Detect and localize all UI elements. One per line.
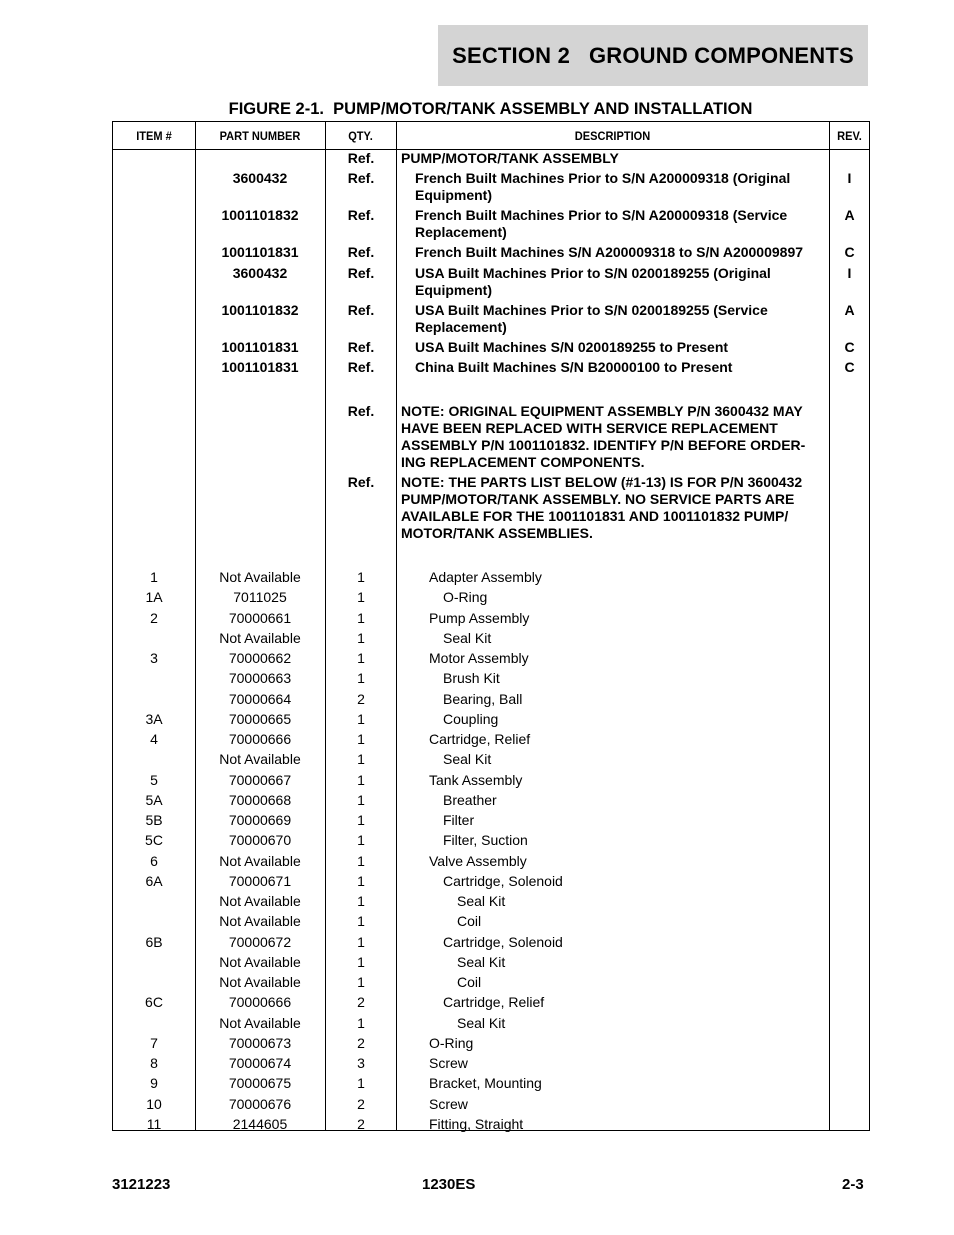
item-number: 3 bbox=[150, 650, 158, 666]
table-row bbox=[113, 650, 869, 670]
item-number: 5B bbox=[145, 812, 163, 828]
footer-model: 1230ES bbox=[422, 1176, 476, 1193]
item-number: 5A bbox=[145, 791, 163, 808]
table-row bbox=[113, 474, 869, 545]
quantity: 1 bbox=[357, 710, 365, 727]
table-row bbox=[113, 589, 869, 609]
item-number: 6C bbox=[145, 994, 163, 1011]
part-number: Not Available bbox=[219, 893, 301, 909]
description: Adapter Assembly bbox=[429, 569, 542, 585]
description: USA Built Machines Prior to S/N 0200189255 (Original Equipment) bbox=[415, 264, 771, 298]
item-number: 1 bbox=[150, 569, 158, 585]
table-row bbox=[113, 339, 869, 359]
part-number: 70000662 bbox=[228, 650, 292, 666]
description: Cartridge, Relief bbox=[429, 731, 531, 747]
quantity: 1 bbox=[357, 832, 365, 849]
part-number: 70000665 bbox=[228, 710, 292, 727]
quantity: 2 bbox=[357, 1115, 365, 1132]
description: Valve Assembly bbox=[429, 852, 527, 869]
quantity: 1 bbox=[357, 852, 365, 869]
table-row bbox=[113, 934, 869, 954]
description: Brush Kit bbox=[443, 670, 500, 687]
table-row bbox=[113, 1055, 869, 1075]
description: Coil bbox=[457, 913, 482, 930]
part-number: 1001101831 bbox=[221, 338, 299, 355]
quantity: 1 bbox=[357, 1014, 365, 1031]
item-number: 2 bbox=[150, 609, 158, 626]
table-row bbox=[113, 1035, 869, 1055]
description: Seal Kit bbox=[443, 751, 492, 768]
quantity: 1 bbox=[357, 751, 365, 768]
description: Bracket, Mounting bbox=[429, 1075, 542, 1092]
part-number: Not Available bbox=[219, 1014, 301, 1031]
quantity: 2 bbox=[357, 690, 365, 707]
quantity: 1 bbox=[357, 569, 365, 585]
part-number: Not Available bbox=[219, 913, 301, 930]
quantity: 1 bbox=[357, 812, 365, 828]
part-number: 3600432 bbox=[232, 170, 288, 187]
description: Filter bbox=[443, 812, 475, 828]
part-number: 1001101831 bbox=[221, 358, 299, 375]
part-number: 3600432 bbox=[232, 264, 288, 281]
table-row bbox=[113, 403, 869, 474]
revision: I bbox=[847, 170, 852, 187]
table-row bbox=[113, 630, 869, 650]
part-number: 70000670 bbox=[228, 832, 292, 849]
part-number: 70000667 bbox=[228, 771, 292, 788]
description: Tank Assembly bbox=[429, 771, 523, 788]
part-number: 70000671 bbox=[228, 872, 292, 889]
quantity: 1 bbox=[357, 872, 365, 889]
table-row bbox=[113, 670, 869, 690]
table-row bbox=[113, 711, 869, 731]
table-row bbox=[113, 954, 869, 974]
header-rev: REV. bbox=[837, 128, 862, 143]
quantity: 2 bbox=[357, 1034, 365, 1051]
part-number: 1001101832 bbox=[221, 301, 299, 318]
part-number: 1001101831 bbox=[221, 244, 299, 261]
description: Pump Assembly bbox=[429, 609, 530, 626]
table-row bbox=[113, 207, 869, 244]
quantity: 1 bbox=[357, 1075, 365, 1092]
quantity: Ref. bbox=[347, 150, 375, 166]
part-number: 70000676 bbox=[228, 1095, 292, 1112]
item-number: 5C bbox=[145, 832, 163, 849]
item-number: 1A bbox=[145, 589, 163, 606]
item-number: 3A bbox=[145, 710, 163, 727]
table-row bbox=[113, 265, 869, 302]
part-number: 1001101832 bbox=[221, 207, 299, 224]
part-number: Not Available bbox=[219, 852, 301, 869]
table-row bbox=[113, 994, 869, 1014]
quantity: 3 bbox=[357, 1055, 365, 1071]
table-row bbox=[113, 170, 869, 207]
footer-manual-number: 3121223 bbox=[112, 1176, 171, 1193]
quantity: 2 bbox=[357, 994, 365, 1011]
header-item: ITEM # bbox=[136, 128, 172, 143]
description: Cartridge, Solenoid bbox=[443, 933, 563, 950]
revision: A bbox=[844, 207, 855, 224]
revision: C bbox=[844, 338, 855, 355]
quantity: 1 bbox=[357, 953, 365, 970]
header-description: DESCRIPTION bbox=[574, 128, 651, 143]
table-row bbox=[113, 1015, 869, 1035]
quantity: Ref. bbox=[347, 338, 375, 355]
header-part-number: PART NUMBER bbox=[219, 128, 301, 143]
description: Seal Kit bbox=[443, 629, 492, 646]
description: Motor Assembly bbox=[429, 650, 529, 666]
description: Filter, Suction bbox=[443, 832, 528, 849]
part-number: Not Available bbox=[219, 953, 301, 970]
description: USA Built Machines S/N 0200189255 to Present bbox=[415, 338, 729, 355]
table-row bbox=[113, 302, 869, 339]
quantity: 1 bbox=[357, 609, 365, 626]
quantity: 1 bbox=[357, 771, 365, 788]
quantity: 1 bbox=[357, 670, 365, 687]
header-qty: QTY. bbox=[348, 128, 373, 143]
table-row bbox=[113, 1116, 869, 1136]
description: Coupling bbox=[443, 710, 499, 727]
table-row bbox=[113, 569, 869, 589]
part-number: 70000661 bbox=[228, 609, 292, 626]
quantity: 1 bbox=[357, 589, 365, 606]
description: Screw bbox=[429, 1095, 468, 1112]
parts-table bbox=[112, 121, 870, 1131]
part-number: Not Available bbox=[219, 569, 301, 585]
quantity: Ref. bbox=[347, 207, 375, 224]
quantity: Ref. bbox=[347, 403, 375, 419]
description: USA Built Machines Prior to S/N 0200189255 (Service Replacement) bbox=[415, 301, 768, 335]
footer-page-number: 2-3 bbox=[842, 1176, 864, 1193]
table-row bbox=[113, 610, 869, 630]
description: Fitting, Straight bbox=[429, 1115, 524, 1132]
item-number: 10 bbox=[146, 1095, 162, 1112]
table-row bbox=[113, 1075, 869, 1095]
part-number: 70000668 bbox=[228, 791, 292, 808]
description: French Built Machines S/N A200009318 to S/N A200009897 bbox=[415, 244, 804, 261]
quantity: Ref. bbox=[347, 474, 375, 490]
table-row bbox=[113, 150, 869, 170]
part-number: 70000673 bbox=[228, 1034, 292, 1051]
description: Seal Kit bbox=[457, 1014, 506, 1031]
table-row bbox=[113, 751, 869, 771]
quantity: 1 bbox=[357, 893, 365, 909]
part-number: Not Available bbox=[219, 974, 301, 990]
part-number: 70000663 bbox=[228, 670, 292, 687]
table-row bbox=[113, 853, 869, 873]
description: China Built Machines S/N B20000100 to Present bbox=[415, 358, 733, 375]
item-number: 6 bbox=[150, 852, 158, 869]
table-row bbox=[113, 244, 869, 264]
part-number: 70000666 bbox=[228, 731, 292, 747]
quantity: Ref. bbox=[347, 264, 375, 281]
quantity: 1 bbox=[357, 974, 365, 990]
description: French Built Machines Prior to S/N A200009318 (Service Replacement) bbox=[415, 207, 788, 241]
quantity: Ref. bbox=[347, 244, 375, 261]
description: Cartridge, Relief bbox=[443, 994, 545, 1011]
part-number: Not Available bbox=[219, 629, 301, 646]
description: O-Ring bbox=[443, 589, 488, 606]
table-row bbox=[113, 913, 869, 933]
description: Screw bbox=[429, 1055, 468, 1071]
quantity: Ref. bbox=[347, 358, 375, 375]
description: Coil bbox=[457, 974, 482, 990]
table-row bbox=[113, 772, 869, 792]
description: Bearing, Ball bbox=[443, 690, 523, 707]
part-number: 70000674 bbox=[228, 1055, 292, 1071]
table-row bbox=[113, 893, 869, 913]
quantity: 1 bbox=[357, 913, 365, 930]
description: NOTE: ORIGINAL EQUIPMENT ASSEMBLY P/N 3600432 MAY HAVE BEEN REPLACED WITH SERVICE REPLACEMENT ASSEMBLY P/N 1001101832. IDENTIFY P/N BEFORE ORDER-ING REPLACEMENT COMPONENTS. bbox=[401, 403, 806, 470]
figure-title: FIGURE 2-1. PUMP/MOTOR/TANK ASSEMBLY AND INSTALLATION bbox=[228, 100, 753, 118]
table-row bbox=[113, 359, 869, 379]
part-number: 2144605 bbox=[232, 1115, 288, 1132]
quantity: Ref. bbox=[347, 301, 375, 318]
revision: A bbox=[844, 301, 855, 318]
quantity: 1 bbox=[357, 933, 365, 950]
table-row bbox=[113, 832, 869, 852]
quantity: 2 bbox=[357, 1095, 365, 1112]
description: NOTE: THE PARTS LIST BELOW (#1-13) IS FOR P/N 3600432 PUMP/MOTOR/TANK ASSEMBLY. NO SERVICE PARTS ARE AVAILABLE FOR THE 1001101831 AND 1001101832 PUMP/ MOTOR/TANK ASSEMBLIES. bbox=[401, 474, 803, 541]
item-number: 5 bbox=[150, 771, 158, 788]
item-number: 7 bbox=[150, 1034, 158, 1051]
revision: C bbox=[844, 244, 855, 261]
revision: C bbox=[844, 358, 855, 375]
quantity: 1 bbox=[357, 650, 365, 666]
description: Cartridge, Solenoid bbox=[443, 872, 563, 889]
description: Seal Kit bbox=[457, 893, 506, 909]
item-number: 8 bbox=[150, 1055, 158, 1071]
table-row bbox=[113, 691, 869, 711]
table-row bbox=[113, 873, 869, 893]
table-body bbox=[113, 150, 869, 1136]
description: PUMP/MOTOR/TANK ASSEMBLY bbox=[401, 150, 619, 166]
part-number: Not Available bbox=[219, 751, 301, 768]
table-row bbox=[113, 731, 869, 751]
quantity: Ref. bbox=[347, 170, 375, 187]
table-row bbox=[113, 812, 869, 832]
item-number: 4 bbox=[150, 731, 158, 747]
part-number: 70000672 bbox=[228, 933, 292, 950]
table-row bbox=[113, 792, 869, 812]
part-number: 7011025 bbox=[233, 589, 287, 606]
description: Seal Kit bbox=[457, 953, 506, 970]
part-number: 70000669 bbox=[228, 812, 292, 828]
revision: I bbox=[847, 264, 852, 281]
item-number: 6B bbox=[145, 933, 163, 950]
description: French Built Machines Prior to S/N A200009318 (Original Equipment) bbox=[415, 170, 791, 204]
quantity: 1 bbox=[357, 629, 365, 646]
item-number: 6A bbox=[145, 872, 163, 889]
section-title: SECTION 2 GROUND COMPONENTS bbox=[438, 25, 868, 86]
part-number: 70000664 bbox=[228, 690, 292, 707]
part-number: 70000675 bbox=[228, 1075, 292, 1092]
item-number: 9 bbox=[150, 1075, 158, 1092]
quantity: 1 bbox=[357, 731, 365, 747]
part-number: 70000666 bbox=[228, 994, 292, 1011]
table-row bbox=[113, 1096, 869, 1116]
item-number: 11 bbox=[146, 1115, 162, 1132]
quantity: 1 bbox=[357, 791, 365, 808]
description: O-Ring bbox=[429, 1034, 474, 1051]
description: Breather bbox=[443, 791, 497, 808]
table-row bbox=[113, 974, 869, 994]
